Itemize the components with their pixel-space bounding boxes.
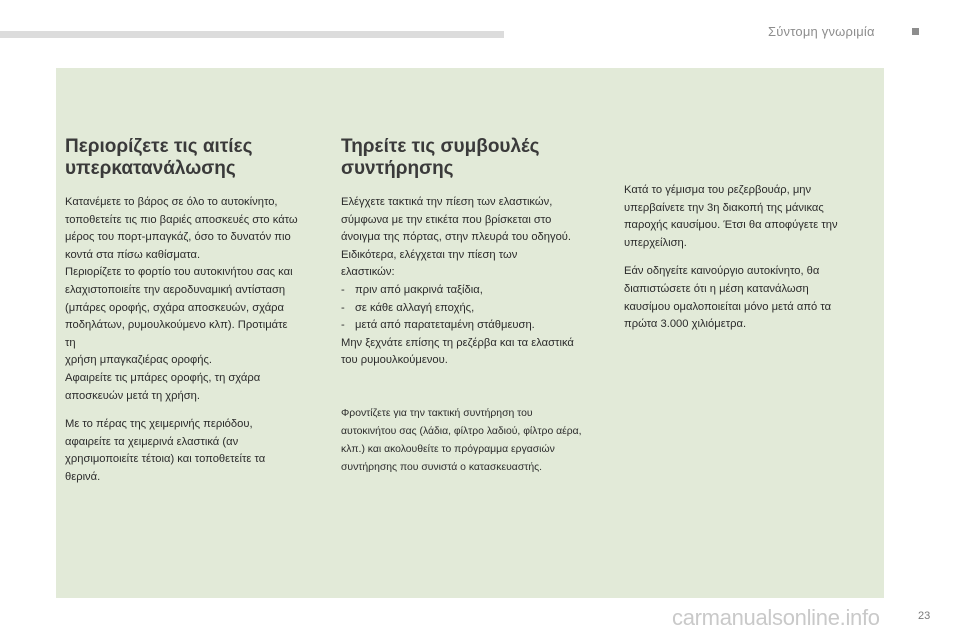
text-line: Αφαιρείτε τις μπάρες οροφής, τη σχάρα	[65, 371, 261, 384]
text-line: Κατανέμετε το βάρος σε όλο το αυτοκίνητο,	[65, 196, 278, 208]
text-line: Κατά το γέμισμα του ρεζερβουάρ, μην	[624, 184, 812, 196]
text-line: ελαχιστοποιείτε την αεροδυναμική αντίσταση	[65, 283, 286, 296]
list-item	[341, 317, 611, 335]
text-line: ελαστικών:	[341, 266, 395, 279]
paragraph-load	[65, 194, 301, 405]
paragraph-spare-wheel	[341, 335, 611, 370]
text-line: αποσκευών μετά τη χρήση.	[65, 389, 201, 402]
list-item	[341, 300, 611, 318]
text-line: συντήρησης που συνιστά ο κατασκευαστής.	[341, 461, 543, 473]
text-line: του ρυμουλκούμενου.	[341, 354, 448, 367]
text-line: παροχής καυσίμου. Έτσι θα αποφύγετε την	[624, 219, 838, 232]
paragraph-tyre-pressure	[341, 194, 611, 282]
paragraph-new-car	[624, 263, 872, 333]
list-item-text: μετά από παρατεταμένη στάθμευση.	[355, 319, 535, 332]
heading-reduce-overconsumption: Περιορίζετε τις αιτίες υπερκατανάλωσης	[65, 136, 253, 179]
text-line: Ελέγχετε τακτικά την πίεση των ελαστικών,	[341, 196, 553, 208]
column-maintenance	[341, 136, 611, 477]
text-line: αυτοκινήτου σας (λάδια, φίλτρο λαδιού, φίλτρο αέρα,	[341, 425, 582, 437]
text-line: καυσίμου ομαλοποιείται μόνο μετά από τα	[624, 300, 832, 313]
list-dash: -	[341, 283, 345, 296]
text-line: αφαιρείτε τα χειμερινά ελαστικά (αν	[65, 435, 239, 448]
text-line: άνοιγμα της πόρτας, στην πλευρά του οδηγού.	[341, 231, 572, 244]
text-line: υπερχείλιση.	[624, 236, 687, 249]
text-line: χρήση μπαγκαζιέρας οροφής.	[65, 354, 213, 367]
header-rule	[0, 31, 504, 38]
paragraph-refuelling	[624, 182, 872, 252]
text-line: Ειδικότερα, ελέγχεται την πίεση των	[341, 248, 518, 261]
pressure-check-list	[341, 282, 611, 335]
text-line: μέρος του πορτ-μπαγκάζ, όσο το δυνατόν πιο	[65, 231, 291, 244]
column-fuel-tips	[624, 182, 872, 334]
heading-maintenance: Τηρείτε τις συμβουλές συντήρησης	[341, 136, 540, 179]
paragraph-service-note	[341, 405, 611, 477]
text-line: χρησιμοποιείτε τέτοια) και τοποθετείτε τα	[65, 453, 266, 466]
header-marker	[912, 28, 919, 35]
text-line: κοντά στα πίσω καθίσματα.	[65, 248, 201, 261]
page-number: 23	[918, 610, 931, 622]
list-dash: -	[341, 319, 345, 332]
text-line: τοποθετείτε τις πιο βαριές αποσκευές στο κάτω	[65, 213, 298, 226]
section-title: Σύντομη γνωριμία	[768, 24, 875, 39]
list-item-text: πριν από μακρινά ταξίδια,	[355, 283, 483, 296]
text-line: διαπιστώσετε ότι η μέση κατανάλωση	[624, 282, 809, 295]
paragraph-winter-tyres	[65, 416, 301, 486]
text-line: κλπ.) και ακολουθείτε το πρόγραμμα εργασιών	[341, 443, 555, 455]
list-item	[341, 282, 611, 300]
text-line: πρώτα 3.000 χιλιόμετρα.	[624, 318, 747, 331]
text-line: Με το πέρας της χειμερινής περιόδου,	[65, 418, 253, 431]
text-line: Φροντίζετε για την τακτική συντήρηση του	[341, 407, 533, 419]
list-item-text: σε κάθε αλλαγή εποχής,	[355, 301, 475, 314]
text-line: Περιορίζετε το φορτίο του αυτοκινήτου σας και	[65, 266, 293, 279]
text-line: θερινά.	[65, 470, 101, 483]
list-dash: -	[341, 301, 345, 314]
text-line: υπερβαίνετε την 3η διακοπή της μάνικας	[624, 201, 824, 214]
text-line: Μην ξεχνάτε επίσης τη ρεζέρβα και τα ελαστικά	[341, 336, 574, 349]
text-line: σύμφωνα με την ετικέτα που βρίσκεται στο	[341, 213, 552, 226]
text-line: ποδηλάτων, ρυμουλκούμενο κλπ). Προτιμάτε τη	[65, 319, 288, 349]
text-line: Εάν οδηγείτε καινούργιο αυτοκίνητο, θα	[624, 265, 820, 278]
watermark: carmanualsonline.info	[672, 605, 880, 630]
column-reduce-overconsumption	[65, 136, 301, 487]
text-line: (μπάρες οροφής, σχάρα αποσκευών, σχάρα	[65, 301, 285, 314]
